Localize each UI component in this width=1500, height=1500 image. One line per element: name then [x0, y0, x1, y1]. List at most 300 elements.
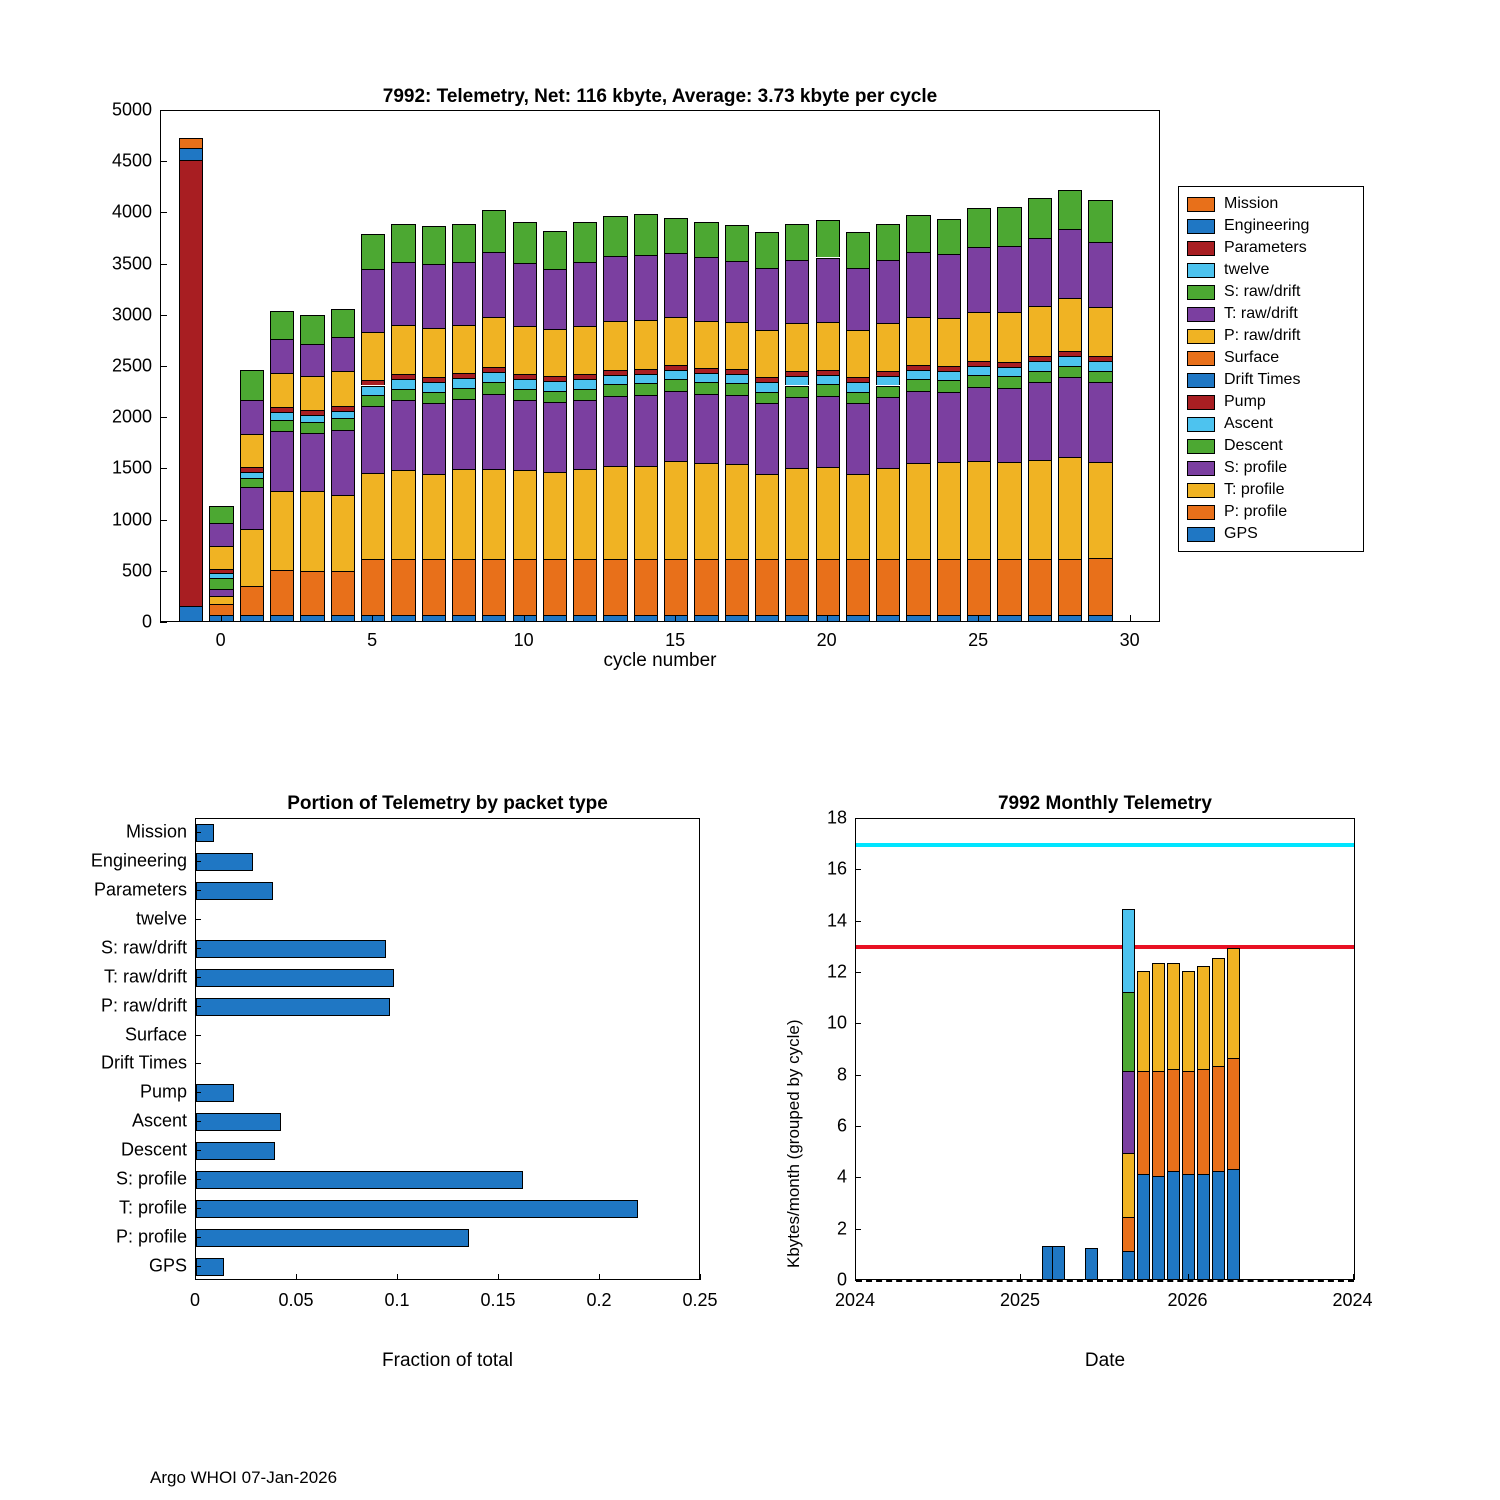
stacked-bar	[543, 231, 567, 621]
bar-segment-ascent	[997, 367, 1021, 376]
bar-segment-t-profile	[694, 463, 718, 558]
legend-item[interactable]	[1187, 193, 1355, 215]
y-tick-label: 2500	[111, 355, 152, 376]
bar-segment-t-profile	[1088, 462, 1112, 557]
bar-segment-s-raw-drift	[603, 216, 627, 257]
bar-segment-p-profile	[634, 559, 658, 615]
y-tick-label: 10	[826, 1012, 847, 1033]
bar-segment-s-profile	[755, 403, 779, 474]
bar-segment-pump	[391, 374, 415, 379]
bar-segment-t-profile	[937, 462, 961, 558]
bar-segment-t-profile	[1227, 948, 1240, 1058]
bar-segment-descent	[543, 391, 567, 402]
bar-segment-p-profile	[906, 559, 930, 615]
bar-segment-s-profile	[664, 391, 688, 462]
h-bar	[196, 969, 394, 987]
bar-segment-descent	[1058, 366, 1082, 377]
bar-segment-gps	[1088, 615, 1112, 621]
y-tick-mark	[160, 622, 167, 623]
y-tick-mark	[160, 315, 167, 316]
bar-segment-t-raw-drift	[270, 339, 294, 373]
bar-segment-descent	[452, 388, 476, 399]
bar-segment-t-raw-drift	[967, 247, 991, 312]
bar-segment-s-raw-drift	[785, 224, 809, 260]
bar-segment-ascent	[816, 375, 840, 384]
y-tick-label: 1000	[111, 509, 152, 530]
stacked-bar	[422, 226, 446, 621]
reference-line-red-limit	[856, 945, 1354, 949]
bar-segment-pump	[725, 369, 749, 374]
bar-segment-t-profile	[1122, 1153, 1135, 1217]
bar-segment-descent	[694, 382, 718, 393]
bar-segment-s-raw-drift	[513, 222, 537, 263]
bar-segment-gps	[452, 615, 476, 621]
bar-segment-t-profile	[1058, 457, 1082, 558]
category-label: Surface	[124, 1024, 187, 1045]
bar-segment-s-profile	[573, 400, 597, 470]
bar-segment-descent	[634, 383, 658, 394]
bar-segment-descent	[997, 376, 1021, 387]
legend-item[interactable]	[1187, 281, 1355, 303]
bar-segment-p-profile	[543, 559, 567, 615]
bar-segment-p-raw-drift	[209, 546, 233, 569]
bar-segment-pump	[846, 377, 870, 382]
bar-segment-t-profile	[876, 468, 900, 558]
bar-segment-t-raw-drift	[876, 260, 900, 323]
bar-segment-p-profile	[846, 559, 870, 615]
y-tick-mark	[195, 977, 201, 978]
bar-segment-ascent	[846, 382, 870, 391]
bar-segment-t-profile	[906, 463, 930, 558]
legend-label: Drift Times	[1224, 371, 1301, 388]
bar-segment-gps	[1227, 1169, 1240, 1279]
bar-segment-gps	[1152, 1176, 1165, 1279]
bar-segment-s-raw-drift	[694, 222, 718, 258]
category-label: Descent	[120, 1139, 187, 1160]
bar-segment-ascent	[603, 375, 627, 384]
bar-segment-s-profile	[1088, 382, 1112, 462]
legend-label: T: raw/drift	[1224, 305, 1298, 322]
category-label: Ascent	[131, 1110, 187, 1131]
bar-segment-p-profile	[452, 559, 476, 615]
legend-item[interactable]	[1187, 259, 1355, 281]
bar-segment-s-profile	[240, 487, 264, 529]
stacked-bar	[1227, 948, 1240, 1279]
bar-segment-p-profile	[1028, 559, 1052, 615]
stacked-bar	[1052, 1246, 1065, 1279]
category-label: T: raw/drift	[103, 966, 187, 987]
x-tick-mark	[221, 615, 222, 622]
legend-item[interactable]	[1187, 325, 1355, 347]
legend-item[interactable]	[1187, 347, 1355, 369]
bar-segment-t-raw-drift	[725, 261, 749, 322]
bar-segment-s-raw-drift	[1088, 200, 1112, 242]
y-tick-label: 2	[836, 1218, 847, 1239]
stacked-bar	[270, 311, 294, 621]
bar-segment-s-raw-drift	[240, 370, 264, 400]
bar-segment-t-profile	[361, 473, 385, 559]
legend-label: Descent	[1224, 437, 1283, 454]
legend-swatch	[1187, 395, 1215, 410]
bar-segment-p-raw-drift	[1058, 298, 1082, 350]
bar-segment-t-profile	[1167, 963, 1180, 1068]
bar-segment-t-raw-drift	[694, 257, 718, 320]
category-label: Engineering	[90, 850, 187, 871]
bar-segment-ascent	[1088, 361, 1112, 371]
bar-segment-t-raw-drift	[906, 252, 930, 317]
bar-segment-p-raw-drift	[816, 322, 840, 370]
bar-segment-gps	[209, 615, 233, 621]
legend-item[interactable]	[1187, 215, 1355, 237]
bar-segment-s-raw-drift	[846, 232, 870, 268]
category-label: GPS	[148, 1255, 187, 1276]
bar-segment-gps	[482, 615, 506, 621]
bar-segment-p-raw-drift	[391, 325, 415, 374]
bar-segment-t-raw-drift	[664, 253, 688, 316]
chart-title: 7992: Telemetry, Net: 116 kbyte, Average: 3.73 kbyte per cycle	[382, 86, 938, 107]
h-bar	[196, 940, 386, 958]
bar-segment-t-raw-drift	[755, 268, 779, 330]
y-tick-mark	[195, 1006, 201, 1007]
bar-segment-ascent	[967, 366, 991, 375]
bar-segment-pump	[482, 367, 506, 372]
stacked-bar	[361, 234, 385, 621]
legend-item[interactable]	[1187, 413, 1355, 435]
bar-segment-descent	[361, 395, 385, 406]
bar-segment-t-raw-drift	[543, 269, 567, 329]
y-tick-mark	[855, 1280, 861, 1281]
bar-segment-pump	[240, 467, 264, 471]
bar-segment-ascent	[1058, 356, 1082, 366]
bar-segment-pump	[997, 362, 1021, 367]
bar-segment-gps	[391, 615, 415, 621]
bar-segment-s-profile	[331, 430, 355, 496]
y-tick-label: 0	[141, 611, 152, 632]
stacked-bar	[937, 219, 961, 621]
bar-segment-p-raw-drift	[513, 326, 537, 374]
bar-segment-pump	[603, 370, 627, 375]
bar-segment-s-profile	[543, 402, 567, 472]
bar-segment-ascent	[482, 372, 506, 382]
h-bar	[196, 1142, 275, 1160]
bar-segment-s-profile	[452, 399, 476, 470]
bar-segment-p-raw-drift	[270, 373, 294, 407]
bar-segment-t-profile	[209, 596, 233, 603]
bar-segment-pump	[664, 365, 688, 370]
x-tick-mark	[397, 1274, 398, 1280]
h-bar	[196, 1084, 234, 1102]
y-tick-mark	[160, 417, 167, 418]
bar-segment-ascent	[876, 376, 900, 385]
legend-label: Pump	[1224, 393, 1266, 410]
legend-label: Surface	[1224, 349, 1280, 366]
bar-segment-gps	[1122, 1251, 1135, 1279]
stacked-bar	[997, 207, 1021, 621]
legend-label: GPS	[1224, 525, 1258, 542]
stacked-bar	[1122, 909, 1135, 1279]
bar-segment-s-raw-drift	[270, 311, 294, 340]
bar-segment-p-raw-drift	[240, 434, 264, 468]
bar-segment-p-profile	[725, 559, 749, 615]
bar-segment-gps	[270, 615, 294, 621]
bar-segment-ascent	[513, 379, 537, 388]
bar-segment-gps	[906, 615, 930, 621]
x-tick-label: 2024	[1332, 1290, 1373, 1310]
bar-segment-descent	[209, 578, 233, 589]
telemetry-per-cycle-chart	[0, 0, 1500, 720]
category-label: T: profile	[118, 1197, 187, 1218]
h-bar	[196, 1113, 281, 1131]
y-tick-mark	[855, 921, 861, 922]
y-tick-mark	[195, 1092, 201, 1093]
bar-segment-pump	[361, 380, 385, 385]
bar-segment-gps	[1197, 1174, 1210, 1279]
bar-segment-descent	[725, 383, 749, 394]
legend-label: P: profile	[1224, 503, 1288, 520]
y-tick-mark	[195, 1035, 201, 1036]
x-tick-mark	[675, 615, 676, 622]
legend-item[interactable]	[1187, 237, 1355, 259]
legend-item[interactable]	[1187, 435, 1355, 457]
bar-segment-t-profile	[816, 467, 840, 558]
bar-segment-descent	[1028, 371, 1052, 382]
y-tick-mark	[195, 948, 201, 949]
bar-segment-descent	[846, 392, 870, 403]
stacked-bar	[906, 214, 930, 621]
bar-segment-p-raw-drift	[876, 323, 900, 371]
bar-segment-t-profile	[391, 470, 415, 558]
stacked-bar	[452, 224, 476, 621]
bar-segment-t-raw-drift	[603, 256, 627, 321]
bar-segment-t-raw-drift	[209, 523, 233, 547]
bar-segment-gps	[1167, 1171, 1180, 1279]
x-tick-label: 0.1	[384, 1290, 410, 1310]
legend-item[interactable]	[1187, 501, 1355, 523]
bar-segment-s-profile	[906, 391, 930, 464]
bar-segment-p-profile	[240, 586, 264, 615]
bar-segment-s-raw-drift	[209, 506, 233, 522]
y-tick-mark	[855, 972, 861, 973]
bar-segment-ascent	[755, 382, 779, 391]
x-tick-mark	[978, 615, 979, 622]
bar-segment-gps	[179, 606, 203, 621]
bar-segment-p-profile	[1167, 1069, 1180, 1172]
legend-swatch	[1187, 219, 1215, 234]
y-tick-label: 1500	[111, 457, 152, 478]
y-tick-mark	[160, 520, 167, 521]
bar-segment-p-profile	[1212, 1066, 1225, 1171]
bar-segment-p-raw-drift	[300, 376, 324, 410]
legend-swatch	[1187, 505, 1215, 520]
legend-item[interactable]	[1187, 457, 1355, 479]
bar-segment-s-profile	[1058, 377, 1082, 457]
bar-segment-pump	[906, 365, 930, 370]
stacked-bar	[240, 370, 264, 621]
legend-label: T: profile	[1224, 481, 1285, 498]
x-tick-mark	[296, 1274, 297, 1280]
bar-segment-t-profile	[1028, 460, 1052, 558]
bar-segment-s-raw-drift	[755, 232, 779, 268]
bar-segment-pump	[513, 374, 537, 379]
bar-segment-ascent	[543, 381, 567, 390]
stacked-bar	[300, 315, 324, 621]
bar-segment-pump	[1028, 356, 1052, 361]
bar-segment-t-raw-drift	[1088, 242, 1112, 307]
bar-segment-gps	[997, 615, 1021, 621]
bar-segment-pump	[452, 373, 476, 378]
legend-label: S: raw/drift	[1224, 283, 1301, 300]
y-tick-label: 4500	[111, 150, 152, 171]
y-tick-label: 12	[826, 961, 847, 982]
bar-segment-s-profile	[482, 394, 506, 470]
bar-segment-descent	[876, 386, 900, 397]
bar-segment-s-profile	[846, 403, 870, 474]
category-label: Drift Times	[100, 1052, 187, 1073]
bar-segment-descent	[906, 379, 930, 390]
bar-segment-pump	[967, 361, 991, 366]
bar-segment-t-raw-drift	[997, 246, 1021, 312]
bar-segment-s-profile	[634, 395, 658, 467]
bar-segment-ascent	[664, 370, 688, 379]
chart-title: Portion of Telemetry by packet type	[287, 793, 608, 814]
stacked-bar	[1088, 200, 1112, 621]
legend-label: Mission	[1224, 195, 1279, 212]
bar-segment-pump	[876, 371, 900, 376]
y-tick-mark	[160, 571, 167, 572]
y-tick-mark	[195, 1121, 201, 1122]
bar-segment-p-profile	[603, 559, 627, 615]
bar-segment-pump	[573, 374, 597, 379]
bar-segment-parameters	[179, 160, 203, 605]
legend-item[interactable]	[1187, 523, 1355, 545]
h-bar	[196, 1171, 523, 1189]
stacked-bar	[603, 216, 627, 622]
bar-segment-descent	[603, 384, 627, 395]
bar-segment-s-profile	[391, 400, 415, 471]
bar-segment-descent	[300, 422, 324, 432]
bar-segment-p-profile	[1197, 1069, 1210, 1174]
y-tick-label: 14	[826, 910, 847, 931]
bar-segment-t-raw-drift	[785, 260, 809, 323]
bar-segment-s-raw-drift	[422, 226, 446, 264]
y-tick-mark	[855, 869, 861, 870]
bar-segment-ascent	[331, 411, 355, 418]
bar-segment-p-profile	[1152, 1071, 1165, 1176]
h-bar	[196, 1200, 638, 1218]
bar-segment-pump	[300, 410, 324, 415]
bar-segment-s-profile	[785, 397, 809, 469]
bar-segment-s-raw-drift	[664, 218, 688, 254]
category-label: Mission	[125, 821, 187, 842]
legend-item[interactable]	[1187, 391, 1355, 413]
x-tick-mark	[1353, 1274, 1354, 1280]
bar-segment-p-profile	[391, 559, 415, 615]
reference-line-cyan-limit	[856, 843, 1354, 847]
y-tick-mark	[855, 1023, 861, 1024]
legend-item[interactable]	[1187, 479, 1355, 501]
x-tick-mark	[599, 1274, 600, 1280]
x-tick-label: 25	[968, 630, 989, 650]
y-tick-mark	[160, 366, 167, 367]
bar-segment-t-raw-drift	[816, 258, 840, 323]
bar-segment-descent	[967, 375, 991, 386]
bar-segment-ascent	[634, 374, 658, 383]
category-label: P: profile	[115, 1226, 187, 1247]
y-tick-mark	[855, 1126, 861, 1127]
x-tick-mark	[524, 615, 525, 622]
bar-segment-s-raw-drift	[543, 231, 567, 269]
reference-line-zero-dashed	[856, 1280, 1354, 1282]
bar-segment-ascent	[906, 370, 930, 379]
bar-segment-t-profile	[1137, 971, 1150, 1071]
stacked-bar	[816, 220, 840, 621]
x-axis-label: Fraction of total	[382, 1350, 513, 1371]
bar-segment-t-raw-drift	[573, 262, 597, 327]
bar-segment-s-profile	[1122, 1071, 1135, 1153]
y-axis-label: Kbytes/month (grouped by cycle)	[784, 1019, 803, 1268]
bar-segment-p-raw-drift	[482, 317, 506, 367]
legend-swatch	[1187, 329, 1215, 344]
bar-segment-p-profile	[876, 559, 900, 615]
bar-segment-gps	[725, 615, 749, 621]
bar-segment-ascent	[725, 374, 749, 383]
bar-segment-p-profile	[997, 559, 1021, 615]
bar-segment-ascent	[694, 373, 718, 382]
bar-segment-descent	[482, 382, 506, 393]
legend-item[interactable]	[1187, 369, 1355, 391]
bar-segment-s-profile	[422, 403, 446, 474]
bar-segment-gps	[634, 615, 658, 621]
bar-segment-s-profile	[967, 387, 991, 462]
bar-segment-t-raw-drift	[331, 337, 355, 371]
bar-segment-t-profile	[1197, 966, 1210, 1069]
bar-segment-descent	[1088, 371, 1112, 382]
stacked-bar	[482, 210, 506, 621]
bar-segment-p-raw-drift	[937, 318, 961, 366]
bar-segment-p-raw-drift	[664, 317, 688, 365]
bar-segment-p-profile	[1227, 1058, 1240, 1168]
bar-segment-p-raw-drift	[452, 325, 476, 373]
category-label: twelve	[135, 908, 187, 929]
bar-segment-t-raw-drift	[482, 252, 506, 317]
bar-segment-p-raw-drift	[997, 312, 1021, 362]
bar-segment-descent	[270, 420, 294, 430]
bar-segment-gps	[422, 615, 446, 621]
category-label: Parameters	[93, 879, 187, 900]
bar-segment-s-raw-drift	[634, 214, 658, 255]
legend-label: Ascent	[1224, 415, 1273, 432]
legend-swatch	[1187, 285, 1215, 300]
bar-segment-descent	[240, 478, 264, 487]
bar-segment-ascent	[1122, 909, 1135, 991]
stacked-bar	[1182, 971, 1195, 1279]
bar-segment-ascent	[785, 376, 809, 385]
bar-segment-s-raw-drift	[876, 224, 900, 260]
stacked-bar	[694, 222, 718, 621]
bar-segment-t-profile	[967, 461, 991, 558]
bar-segment-p-raw-drift	[1028, 306, 1052, 356]
bar-segment-pump	[1088, 356, 1112, 361]
legend-item[interactable]	[1187, 303, 1355, 325]
stacked-bar	[846, 232, 870, 621]
bar-segment-t-profile	[846, 474, 870, 559]
legend	[1178, 186, 1364, 552]
legend-swatch	[1187, 483, 1215, 498]
bar-segment-p-raw-drift	[361, 332, 385, 380]
plot-area	[195, 818, 700, 1280]
x-tick-label: 0.15	[480, 1290, 516, 1310]
x-tick-label: 2026	[1167, 1290, 1208, 1310]
